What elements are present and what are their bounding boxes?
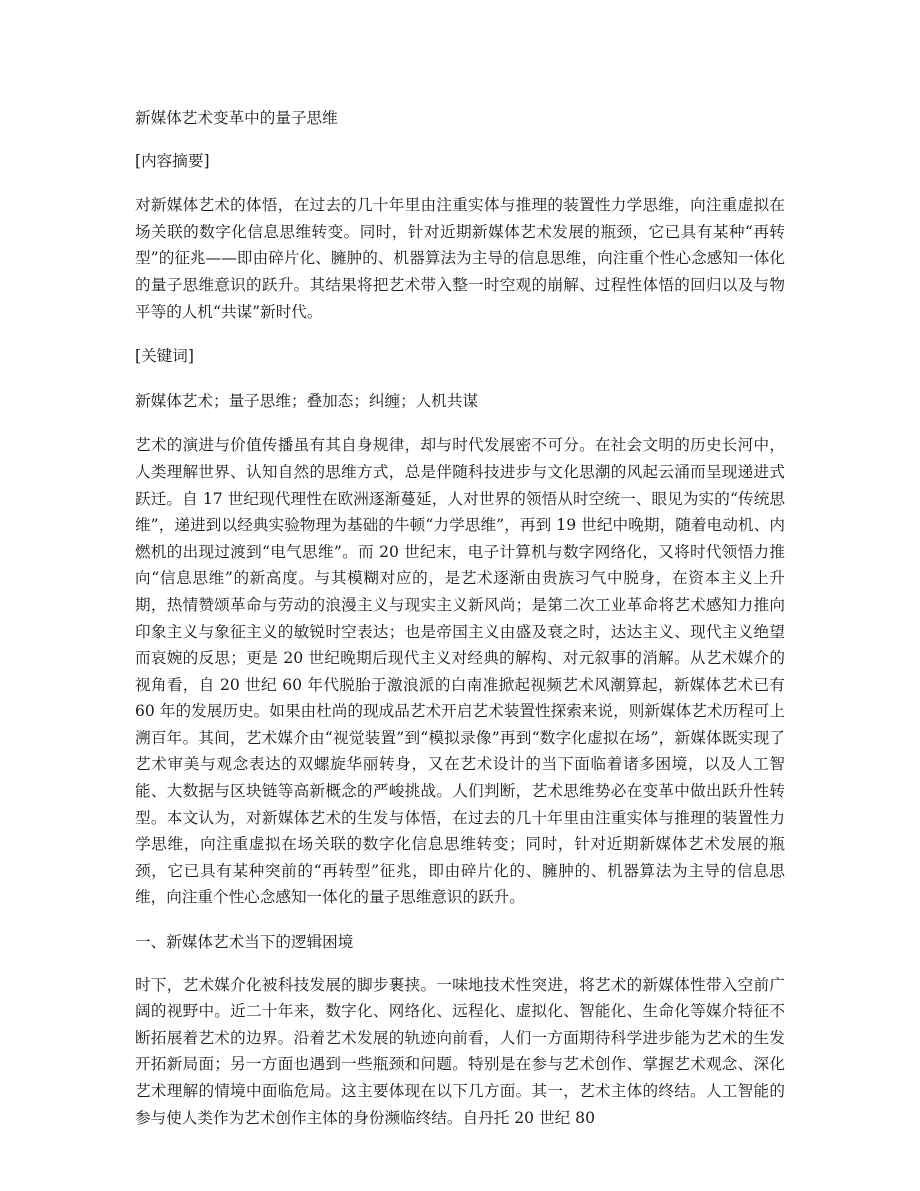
article-title: 新媒体艺术变革中的量子思维	[135, 109, 338, 127]
section-1-heading: 一、新媒体艺术当下的逻辑困境	[135, 933, 354, 952]
keywords-label: [关键词]	[135, 347, 194, 366]
abstract-text: 对新媒体艺术的体悟，在过去的几十年里由注重实体与推理的装置性力学思维，向注重虚拟在场关联的数字化信息思维转变。同时，针对近期新媒体艺术发展的瓶颈，它已具有某种“再转型”的征兆——即由碎片化、臃肿的、机器算法为主导的信息思维，向注重个性心念感知一体化的量子思维意识的跃升。其结果将把艺术带入整一时空观的崩解、过程性体悟的回归以及与物平等的人机“共谋”新时代。	[135, 196, 785, 321]
section-1-paragraph: 时下，艺术媒介化被科技发展的脚步裹挟。一味地技术性突进，将艺术的新媒体性带入空前广阔的视野中。近二十年来，数字化、网络化、远程化、虚拟化、智能化、生命化等媒介特征不断拓展着艺术的边界。沿着艺术发展的轨迹向前看，人们一方面期待科学进步能为艺术的生发开拓新局面；另一方面也遇到一些瓶颈和问题。特别是在参与艺术创作、掌握艺术观念、深化艺术理解的情境中面临危局。这主要体现在以下几方面。其一，艺术主体的终结。人工智能的参与使人类作为艺术创作主体的身份濒临终结。自丹托 20 世纪 80	[135, 975, 785, 1127]
keywords-text: 新媒体艺术；量子思维；叠加态；纠缠；人机共谋	[135, 391, 479, 410]
abstract-label: [内容摘要]	[135, 151, 210, 170]
document-page	[135, 105, 785, 1149]
intro-paragraph: 艺术的演进与价值传播虽有其自身规律，却与时代发展密不可分。在社会文明的历史长河中，人类理解世界、认知自然的思维方式，总是伴随科技进步与文化思潮的风起云涌而呈现递进式跃迁。自 17 世纪现代理性在欧洲逐渐蔓延，人对世界的领悟从时空统一、眼见为实的“传统思维”，递进到以经典实验物理为基础的牛顿“力学思维”，再到 19 世纪中晚期，随着电动机、内燃机的出现过渡到“电气思维”。而 20 世纪末，电子计算机与数字网络化，又将时代领悟力推向“信息思维”的新高度。与其模糊对应的，是艺术逐渐由贵族习气中脱身，在资本主义上升期，热情赞颂革命与劳动的浪漫主义与现实主义新风尚；是第二次工业革命将艺术感知力推向印象主义与象征主义的敏锐时空表达；也是帝国主义由盛及衰之时，达达主义、现代主义绝望而哀婉的反思；更是 20 世纪晚期后现代主义对经典的解构、对元叙事的消解。从艺术媒介的视角看，自 20 世纪 60 年代脱胎于激浪派的白南准掀起视频艺术风潮算起，新媒体艺术已有 60 年的发展历史。如果由杜尚的现成品艺术开启艺术装置性探索来说，则新媒体艺术历程可上溯百年。其间，艺术媒介由“视觉装置”到“模拟录像”再到“数字化虚拟在场”，新媒体既实现了艺术审美与观念表达的双螺旋华丽转身，又在艺术设计的当下面临着诸多困境，以及人工智能、大数据与区块链等高新概念的严峻挑战。人们判断，艺术思维势必在变革中做出跃升性转型。本文认为，对新媒体艺术的生发与体悟，在过去的几十年里由注重实体与推理的装置性力学思维，向注重虚拟在场关联的数字化信息思维转变；同时，针对近期新媒体艺术发展的瓶颈，它已具有某种突前的“再转型”征兆，即由碎片化的、臃肿的、机器算法为主导的信息思维，向注重个性心念感知一体化的量子思维意识的跃升。	[135, 436, 785, 907]
